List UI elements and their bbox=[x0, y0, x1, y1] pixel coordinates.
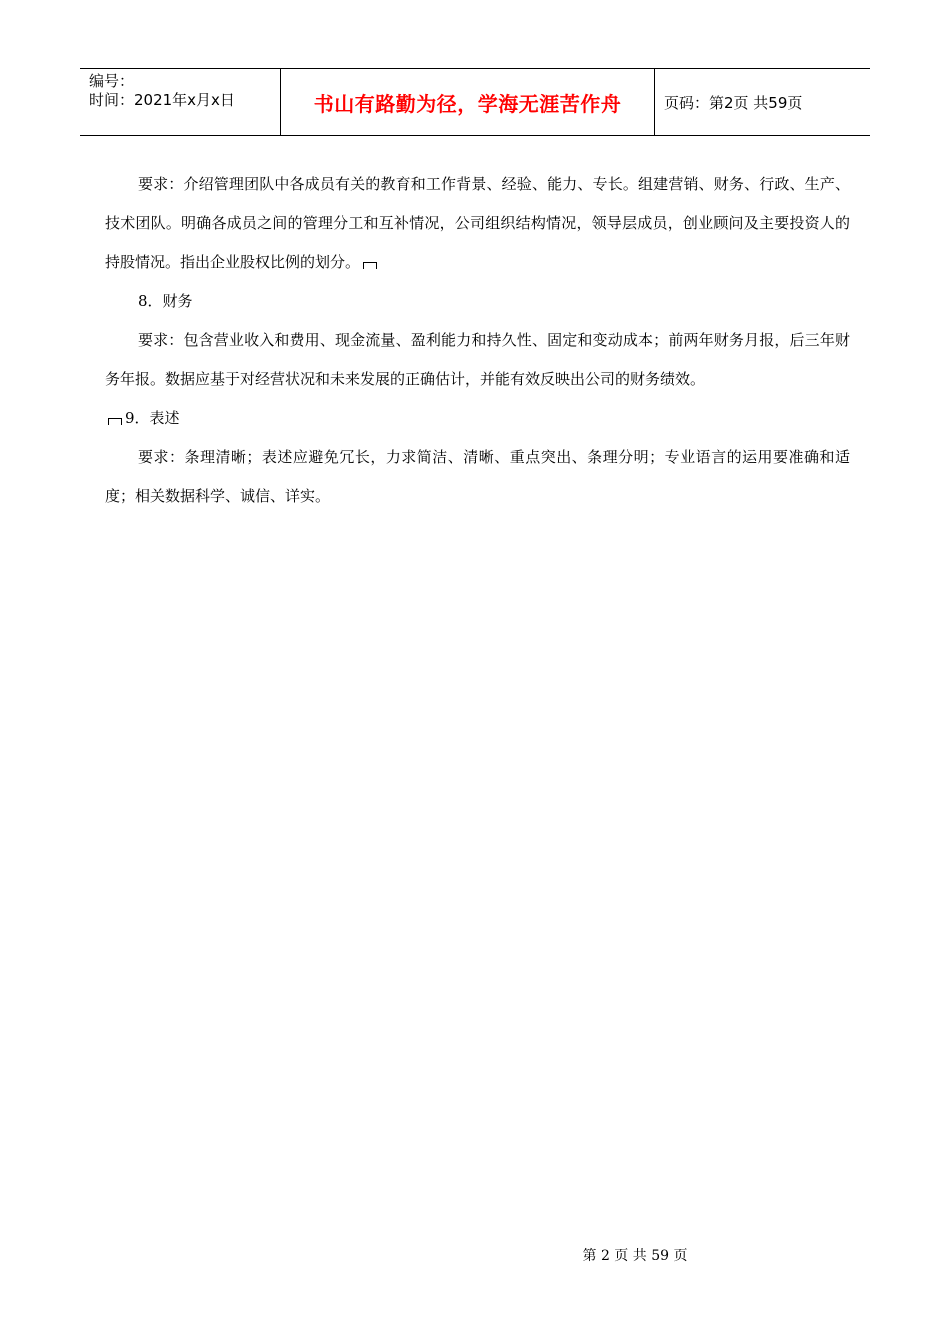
section-heading-expression bbox=[105, 399, 850, 438]
paragraph-text: 要求：介绍管理团队中各成员有关的教育和工作背景、经验、能力、专长。组建营销、财务、行政、生产、技术团队。明确各成员之间的管理分工和互补情况，公司组织结构情况，领导层成员，创业顾问及主要投资人的持股情况。指出企业股权比例的划分。 bbox=[105, 175, 850, 271]
paragraph-finance-requirements: 要求：包含营业收入和费用、现金流量、盈利能力和持久性、固定和变动成本；前两年财务月报，后三年财务年报。数据应基于对经营状况和未来发展的正确估计，并能有效反映出公司的财务绩效。 bbox=[105, 331, 850, 388]
paragraph-mark-icon bbox=[108, 418, 122, 425]
date-label: 时间：2021年x月x日 bbox=[89, 91, 235, 109]
header-page-number: 页码：第2页 共59页 bbox=[664, 93, 803, 112]
heading-text: 9．表述 bbox=[125, 409, 180, 427]
paragraph-team-requirements bbox=[105, 165, 850, 282]
page-header bbox=[80, 68, 870, 136]
page-footer: 第 2 页 共 59 页 bbox=[582, 1248, 688, 1264]
paragraph-mark-icon bbox=[363, 262, 377, 269]
header-motto: 书山有路勤为径，学海无涯苦作舟 bbox=[281, 69, 655, 135]
section-heading-finance: 8．财务 bbox=[138, 292, 193, 310]
number-label: 编号： bbox=[89, 72, 135, 90]
header-meta bbox=[80, 69, 281, 135]
document-body bbox=[105, 165, 850, 516]
paragraph-expression-requirements: 要求：条理清晰；表述应避免冗长，力求简洁、清晰、重点突出、条理分明；专业语言的运用要准确和适度；相关数据科学、诚信、详实。 bbox=[105, 448, 850, 505]
